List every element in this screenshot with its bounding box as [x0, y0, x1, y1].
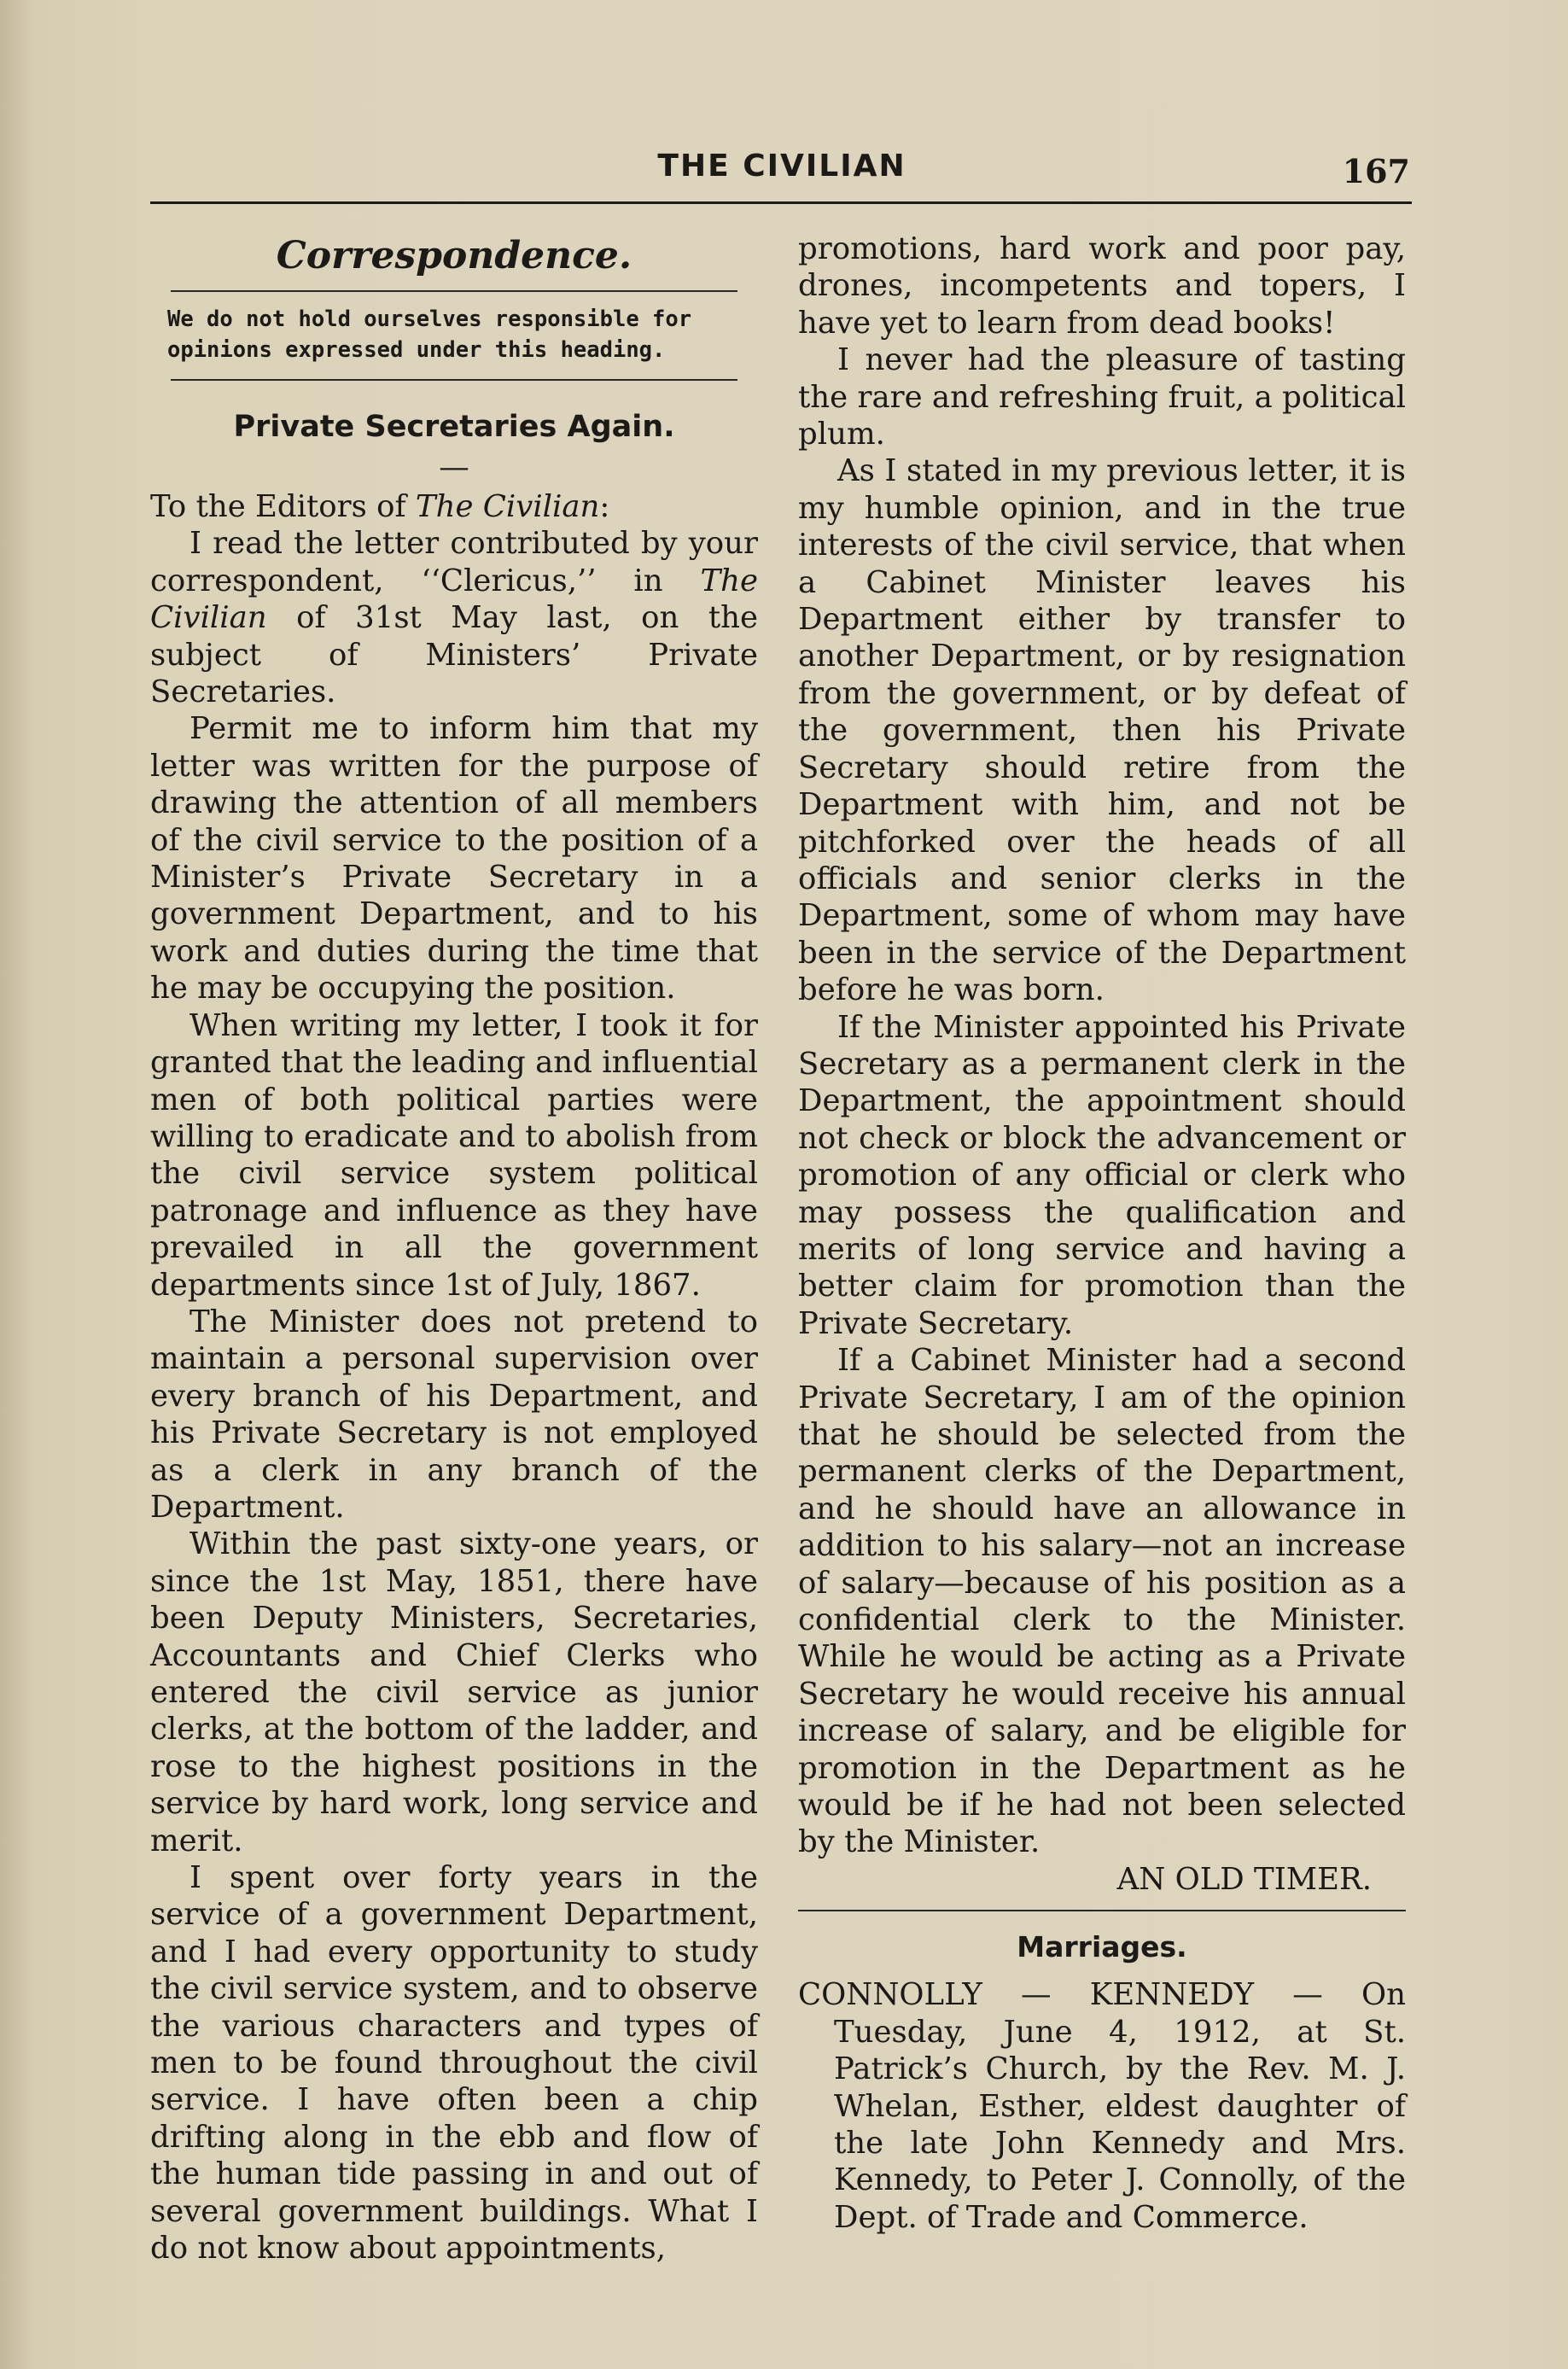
- marriages-heading: Marriages.: [1017, 1930, 1187, 1964]
- rule-below-disclaimer: [171, 379, 737, 381]
- title-dash: —: [439, 450, 469, 485]
- paragraph-6-continued: promotions, hard work and poor pay, drones, incompetents and topers, I have yet to learn from dead books!: [798, 231, 1406, 341]
- letter-paragraph-9: If the Minister appointed his Private Secretary as a permanent clerk in the Department, the appointment should not check or block the advancement or promotion of any official or clerk who may possess the qualification and merits of long service and having a better claim for promotion than the Private Secretary.: [798, 1009, 1406, 1341]
- correspondence-heading: Correspondence.: [276, 234, 632, 277]
- salutation-publication: The Civilian: [415, 489, 600, 524]
- disclaimer-line-1: We do not hold ourselves responsible for: [167, 306, 692, 332]
- page-number: 167: [1342, 152, 1410, 190]
- letter-paragraph-6: I spent over forty years in the service of a government Department, and I had every opportunity to study the civil service system, and to observe the various characters and types of men to be found throughout the civil service. I have often been a chip drifting along in the ebb and flow of the human tide passing in and out of several government buildings. What I do not know about appointments,: [150, 1860, 758, 2267]
- disclaimer-line-2: opinions expressed under this heading.: [167, 337, 666, 363]
- letter-paragraph-7: I never had the pleasure of tasting the rare and refreshing fruit, a political plum.: [798, 342, 1406, 452]
- letter-title: Private Secretaries Again.: [233, 410, 675, 444]
- page-header: [150, 145, 1414, 196]
- letter-paragraph-5: Within the past sixty-one years, or since the 1st May, 1851, there have been Deputy Ministers, Secretaries, Accountants and Chief Clerks who entered the civil service as junior clerks, at the bottom of the ladder, and rose to the highest positions in the service by hard work, long service and merit.: [150, 1526, 758, 1858]
- running-title: THE CIVILIAN: [657, 149, 906, 184]
- letter-paragraph-1: [150, 525, 758, 710]
- rule-above-marriages: [798, 1910, 1406, 1911]
- salutation-suffix: :: [599, 489, 610, 524]
- disclaimer: [150, 292, 758, 377]
- paragraph-1-publication: The Civilian: [150, 563, 758, 636]
- letter-signature: AN OLD TIMER.: [1116, 1861, 1372, 1897]
- marriage-notice: CONNOLLY — KENNEDY — On Tuesday, June 4, 1912, at St. Patrick’s Church, by the Rev. M. J. Whelan, Esther, eldest daughter of the late John Kennedy and Mrs. Kennedy, to Peter J. Connolly, of the Dept. of Trade and Commerce.: [798, 1977, 1406, 2235]
- paragraph-1-part-b: of 31st May last, on the subject of Ministers’ Private Secretaries.: [150, 600, 758, 710]
- letter-paragraph-10: If a Cabinet Minister had a second Private Secretary, I am of the opinion that he should be selected from the permanent clerks of the Department, and he should have an allowance in addition to his salary—not an increase of salary—because of his position as a confidential clerk to the Minister. While he would be acting as a Private Secretary he would receive his annual increase of salary, and be eligible for promotion in the Department as he would be if he had not been selected by the Minister.: [798, 1343, 1406, 1860]
- paragraph-1-part-a: I read the letter contributed by your correspondent, ‘‘Clericus,’’ in: [150, 526, 758, 598]
- right-column: [798, 230, 1406, 2236]
- letter-paragraph-2: Permit me to inform him that my letter was written for the purpose of drawing the attention of all members of the civil service to the position of a Minister’s Private Secretary in a government Department, and to his work and duties during the time that he may be occupying the position.: [150, 711, 758, 1007]
- letter-paragraph-8: As I stated in my previous letter, it is my humble opinion, and in the true interests of the civil service, that when a Cabinet Minister leaves his Department either by transfer to another Department, or by resignation from the government, or by defeat of the government, then his Private Secretary should retire from the Department with him, and not be pitchforked over the heads of all officials and senior clerks in the Department, some of whom may have been in the service of the Department before he was born.: [798, 453, 1406, 1008]
- salutation-prefix: To the Editors of: [150, 489, 416, 524]
- salutation: [150, 488, 758, 525]
- header-rule: [150, 201, 1412, 204]
- letter-paragraph-4: The Minister does not pretend to maintain a personal supervision over every branch of his Department, and his Private Secretary is not employed as a clerk in any branch of the Department.: [150, 1304, 758, 1525]
- letter-paragraph-3: When writing my letter, I took it for granted that the leading and influential men of both political parties were willing to eradicate and to abolish from the civil service system political patronage and influence as they have prevailed in all the government departments since 1st of July, 1867.: [150, 1007, 758, 1303]
- left-column: [150, 230, 758, 2267]
